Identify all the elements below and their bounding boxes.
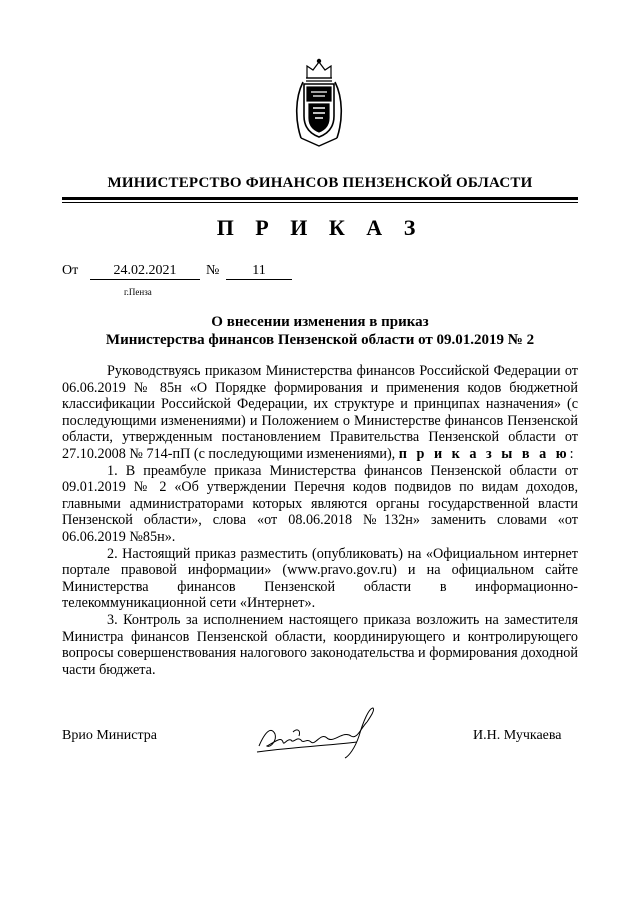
signatory-position: Врио Министра [62,728,157,743]
order-date: 24.02.2021 [90,263,200,280]
city-label: г.Пенза [124,287,152,297]
preamble-text: Руководствуясь приказом Министерства финансов Российской Федерации от 06.06.2019 № 85н «О Порядке формирования и применения кодов бюджетной классификации Российской Федерации, их структуре и принципах назначения» (с последующими изменениями) и Положением о Министерстве финансов Пензенской области, утвержденным постановлением Правительства Пензенской области от 27.10.2008 № 714-пП (с последующими изменениями), [62,363,578,462]
order-colon: : [569,445,574,462]
coat-of-arms-icon [291,58,347,148]
document-subject [62,313,578,349]
date-prefix: От [62,263,79,278]
document-body [62,363,578,678]
signatory-name: И.Н. Мучкаева [473,728,562,743]
order-number: 11 [226,263,292,280]
subject-line-2: Министерства финансов Пензенской области от 09.01.2019 № 2 [105,332,535,348]
item-paragraph-2: 2. Настоящий приказ разместить (опубликовать) на «Официальном интернет портале правовой информации» (www.pravo.gov.ru) и на официальном сайте Министерства финансов Пензенской области в информационно-телекоммуникационной сети «Интернет». [62,545,578,612]
order-word: п р и к а з ы в а ю [398,445,570,462]
preamble-paragraph [62,363,578,463]
signature-image [253,702,378,760]
subject-line-1: О внесении изменения в приказ [211,314,429,330]
number-label: № [206,263,220,278]
document-type: П Р И К А З [216,215,424,240]
ministry-name: МИНИСТЕРСТВО ФИНАНСОВ ПЕНЗЕНСКОЙ ОБЛАСТИ [107,175,533,191]
header-divider-thick [62,197,578,200]
item-paragraph-1: 1. В преамбуле приказа Министерства финансов Пензенской области от 09.01.2019 № 2 «Об утверждении Перечня кодов подвидов по видам доходов, главными администраторами которых являются органы государственной власти Пензенской области», слова «от 08.06.2018 №132н» заменить словами «от 06.06.2019 №85н». [62,462,578,545]
item-paragraph-3: 3. Контроль за исполнением настоящего приказа возложить на заместителя Министра финансов Пензенской области, координирующего и контролирующего вопросы совершенствования налогового законодательства и формирования доходной части бюджета. [62,611,578,678]
header-divider-thin [62,202,578,203]
